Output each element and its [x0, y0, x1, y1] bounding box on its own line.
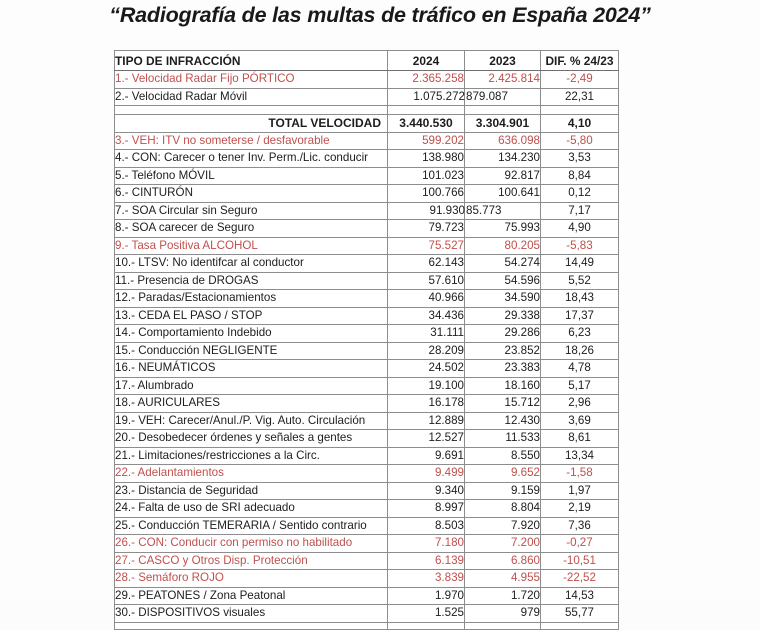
value-2024-text: 91.930 — [429, 203, 465, 217]
spacer-cell — [465, 106, 541, 115]
cell-infraction-label: 16.- NEUMÁTICOS — [115, 360, 388, 378]
table-header-row — [115, 51, 619, 71]
spacer-cell — [541, 106, 619, 115]
cell-value-difference: 4,90 — [541, 220, 619, 238]
cell-infraction-label: 25.- Conducción TEMERARIA / Sentido contrario — [115, 517, 388, 535]
table-row — [115, 360, 619, 378]
total-label: TOTAL VELOCIDAD — [115, 115, 388, 133]
clipped-cell — [541, 622, 619, 629]
cell-infraction-label: 21.- Limitaciones/restricciones a la Circ. — [115, 447, 388, 465]
cell-infraction-label: 23.- Distancia de Seguridad — [115, 482, 388, 500]
table-row — [115, 290, 619, 308]
clipped-row — [115, 622, 619, 629]
cell-infraction-label: 18.- AURICULARES — [115, 395, 388, 413]
column-header-infraction: TIPO DE INFRACCIÓN — [115, 51, 388, 71]
cell-value-2023: 54.596 — [465, 272, 541, 290]
cell-infraction-label: 12.- Paradas/Estacionamientos — [115, 290, 388, 308]
clipped-cell — [388, 622, 465, 629]
cell-value-2023: 9.159 — [465, 482, 541, 500]
cell-value-difference: 18,43 — [541, 290, 619, 308]
cell-infraction-label: 10.- LTSV: No identifcar al conductor — [115, 255, 388, 273]
table-row — [115, 272, 619, 290]
table-row — [115, 500, 619, 518]
cell-value-2023: 80.205 — [465, 237, 541, 255]
total-velocidad-row — [115, 115, 619, 133]
cell-value-difference: -5,83 — [541, 237, 619, 255]
clipped-cell — [465, 622, 541, 629]
table-row — [115, 185, 619, 203]
cell-value-2023: 12.430 — [465, 412, 541, 430]
table-row — [115, 132, 619, 150]
cell-value-difference: -5,80 — [541, 132, 619, 150]
cell-infraction-label: 19.- VEH: Carecer/Anul./P. Vig. Auto. Circulación — [115, 412, 388, 430]
cell-value-difference: 1,97 — [541, 482, 619, 500]
cell-infraction-label: 20.- Desobedecer órdenes y señales a gentes — [115, 430, 388, 448]
cell-value-2024: 79.723 — [388, 220, 465, 238]
cell-value-2024: 101.023 — [388, 167, 465, 185]
cell-value-difference: 8,84 — [541, 167, 619, 185]
cell-infraction-label: 28.- Semáforo ROJO — [115, 570, 388, 588]
cell-value-2023: 75.993 — [465, 220, 541, 238]
cell-value-2023: 6.860 — [465, 552, 541, 570]
cell-value-2024: 62.143 — [388, 255, 465, 273]
table-row — [115, 237, 619, 255]
cell-value-difference: -22,52 — [541, 570, 619, 588]
table-row — [115, 325, 619, 343]
table-row — [115, 517, 619, 535]
cell-value-difference: 6,23 — [541, 325, 619, 343]
cell-infraction-label: 8.- SOA carecer de Seguro — [115, 220, 388, 238]
cell-value-difference: 5,52 — [541, 272, 619, 290]
traffic-fines-table — [114, 50, 619, 630]
cell-infraction-label: 1.- Velocidad Radar Fijo PÓRTICO — [115, 71, 388, 89]
cell-value-difference: 5,17 — [541, 377, 619, 395]
cell-infraction-label: 9.- Tasa Positiva ALCOHOL — [115, 237, 388, 255]
cell-value-2024: 16.178 — [388, 395, 465, 413]
table-row — [115, 88, 619, 106]
table-row — [115, 307, 619, 325]
cell-value-difference: 2,96 — [541, 395, 619, 413]
cell-value-2024: 6.139 — [388, 552, 465, 570]
cell-value-2024: 3.839 — [388, 570, 465, 588]
value-2023-text: 879.087 — [466, 89, 508, 103]
cell-infraction-label: 15.- Conducción NEGLIGENTE — [115, 342, 388, 360]
table-row — [115, 202, 619, 220]
cell-value-2024: 1.970 — [388, 587, 465, 605]
cell-value-2023: 8.550 — [465, 447, 541, 465]
cell-infraction-label: 29.- PEATONES / Zona Peatonal — [115, 587, 388, 605]
table-row — [115, 342, 619, 360]
table-row — [115, 167, 619, 185]
table-row — [115, 412, 619, 430]
cell-value-2023: 11.533 — [465, 430, 541, 448]
cell-value-difference: 18,26 — [541, 342, 619, 360]
table-row — [115, 535, 619, 553]
cell-value-difference: 7,36 — [541, 517, 619, 535]
cell-value-2023: 4.955 — [465, 570, 541, 588]
table-row — [115, 552, 619, 570]
table-row — [115, 395, 619, 413]
cell-value-difference: 14,53 — [541, 587, 619, 605]
spacer-cell — [388, 106, 465, 115]
page-title: “Radiografía de las multas de tráfico en España 2024” — [109, 3, 651, 27]
cell-infraction-label: 13.- CEDA EL PASO / STOP — [115, 307, 388, 325]
cell-value-2023: 7.920 — [465, 517, 541, 535]
column-header-2024: 2024 — [388, 51, 465, 71]
cell-infraction-label: 14.- Comportamiento Indebido — [115, 325, 388, 343]
cell-value-2024: 9.340 — [388, 482, 465, 500]
cell-value-difference: 55,77 — [541, 605, 619, 623]
table-row — [115, 255, 619, 273]
cell-value-difference: 4,78 — [541, 360, 619, 378]
fines-table-container — [114, 50, 618, 630]
cell-value-2024: 138.980 — [388, 150, 465, 168]
cell-value-difference: 0,12 — [541, 185, 619, 203]
cell-value-difference: 2,19 — [541, 500, 619, 518]
table-row — [115, 605, 619, 623]
cell-value-2023: 23.852 — [465, 342, 541, 360]
cell-infraction-label: 27.- CASCO y Otros Disp. Protección — [115, 552, 388, 570]
cell-value-2023: 92.817 — [465, 167, 541, 185]
value-2023-text: 85.773 — [466, 203, 502, 217]
cell-value-2024: 19.100 — [388, 377, 465, 395]
cell-value-difference: -2,49 — [541, 71, 619, 89]
cell-value-difference: 14,49 — [541, 255, 619, 273]
cell-value-difference: -1,58 — [541, 465, 619, 483]
cell-value-2023: 636.098 — [465, 132, 541, 150]
cell-value-2024 — [388, 88, 465, 106]
cell-value-difference: -0,27 — [541, 535, 619, 553]
cell-value-difference: 3,69 — [541, 412, 619, 430]
cell-infraction-label: 7.- SOA Circular sin Seguro — [115, 202, 388, 220]
table-row — [115, 447, 619, 465]
cell-value-2024: 12.889 — [388, 412, 465, 430]
table-header — [115, 51, 619, 71]
cell-value-2023 — [465, 202, 541, 220]
cell-value-2023: 29.286 — [465, 325, 541, 343]
cell-value-2024: 31.111 — [388, 325, 465, 343]
cell-value-2023: 9.652 — [465, 465, 541, 483]
table-row — [115, 587, 619, 605]
cell-value-difference: 8,61 — [541, 430, 619, 448]
cell-value-2024: 40.966 — [388, 290, 465, 308]
cell-value-2024: 9.691 — [388, 447, 465, 465]
cell-value-2024: 9.499 — [388, 465, 465, 483]
cell-infraction-label: 11.- Presencia de DROGAS — [115, 272, 388, 290]
table-row — [115, 465, 619, 483]
cell-value-difference: 7,17 — [541, 202, 619, 220]
cell-value-2024: 24.502 — [388, 360, 465, 378]
clipped-cell — [115, 622, 388, 629]
cell-value-difference: 22,31 — [541, 88, 619, 106]
cell-value-difference: -10,51 — [541, 552, 619, 570]
cell-value-2023: 100.641 — [465, 185, 541, 203]
total-value-2023: 3.304.901 — [465, 115, 541, 133]
table-row — [115, 377, 619, 395]
cell-value-difference: 17,37 — [541, 307, 619, 325]
spacer-cell — [115, 106, 388, 115]
table-spacer-row — [115, 106, 619, 115]
cell-infraction-label: 4.- CON: Carecer o tener Inv. Perm./Lic. conducir — [115, 150, 388, 168]
cell-infraction-label: 5.- Teléfono MÓVIL — [115, 167, 388, 185]
column-header-2023: 2023 — [465, 51, 541, 71]
cell-infraction-label: 30.- DISPOSITIVOS visuales — [115, 605, 388, 623]
cell-value-2023: 134.230 — [465, 150, 541, 168]
table-row — [115, 220, 619, 238]
cell-infraction-label: 22.- Adelantamientos — [115, 465, 388, 483]
cell-value-2024: 57.610 — [388, 272, 465, 290]
cell-infraction-label: 26.- CON: Conducir con permiso no habilitado — [115, 535, 388, 553]
cell-value-2023: 34.590 — [465, 290, 541, 308]
table-row — [115, 570, 619, 588]
cell-value-2023: 18.160 — [465, 377, 541, 395]
total-value-difference: 4,10 — [541, 115, 619, 133]
cell-value-2024: 28.209 — [388, 342, 465, 360]
cell-value-difference: 3,53 — [541, 150, 619, 168]
cell-value-2023: 979 — [465, 605, 541, 623]
cell-value-2023: 2.425.814 — [465, 71, 541, 89]
cell-value-2024: 2.365.258 — [388, 71, 465, 89]
cell-value-difference: 13,34 — [541, 447, 619, 465]
cell-infraction-label: 3.- VEH: ITV no someterse / desfavorable — [115, 132, 388, 150]
table-row — [115, 71, 619, 89]
cell-value-2023: 15.712 — [465, 395, 541, 413]
cell-value-2023: 7.200 — [465, 535, 541, 553]
cell-infraction-label: 2.- Velocidad Radar Móvil — [115, 88, 388, 106]
cell-value-2024: 8.503 — [388, 517, 465, 535]
cell-value-2024 — [388, 202, 465, 220]
cell-value-2023 — [465, 88, 541, 106]
cell-value-2024: 75.527 — [388, 237, 465, 255]
cell-value-2024: 599.202 — [388, 132, 465, 150]
cell-value-2023: 23.383 — [465, 360, 541, 378]
cell-value-2023: 1.720 — [465, 587, 541, 605]
cell-value-2024: 12.527 — [388, 430, 465, 448]
table-body — [115, 71, 619, 630]
cell-value-2023: 8.804 — [465, 500, 541, 518]
value-2024-text: 1.075.272 — [413, 89, 465, 103]
column-header-difference: DIF. % 24/23 — [541, 51, 619, 71]
table-row — [115, 482, 619, 500]
cell-value-2023: 29.338 — [465, 307, 541, 325]
table-row — [115, 150, 619, 168]
cell-value-2024: 34.436 — [388, 307, 465, 325]
cell-value-2024: 100.766 — [388, 185, 465, 203]
cell-infraction-label: 6.- CINTURÓN — [115, 185, 388, 203]
cell-value-2024: 7.180 — [388, 535, 465, 553]
total-value-2024: 3.440.530 — [388, 115, 465, 133]
cell-value-2024: 8.997 — [388, 500, 465, 518]
table-row — [115, 430, 619, 448]
cell-infraction-label: 17.- Alumbrado — [115, 377, 388, 395]
cell-value-2024: 1.525 — [388, 605, 465, 623]
cell-infraction-label: 24.- Falta de uso de SRI adecuado — [115, 500, 388, 518]
cell-value-2023: 54.274 — [465, 255, 541, 273]
